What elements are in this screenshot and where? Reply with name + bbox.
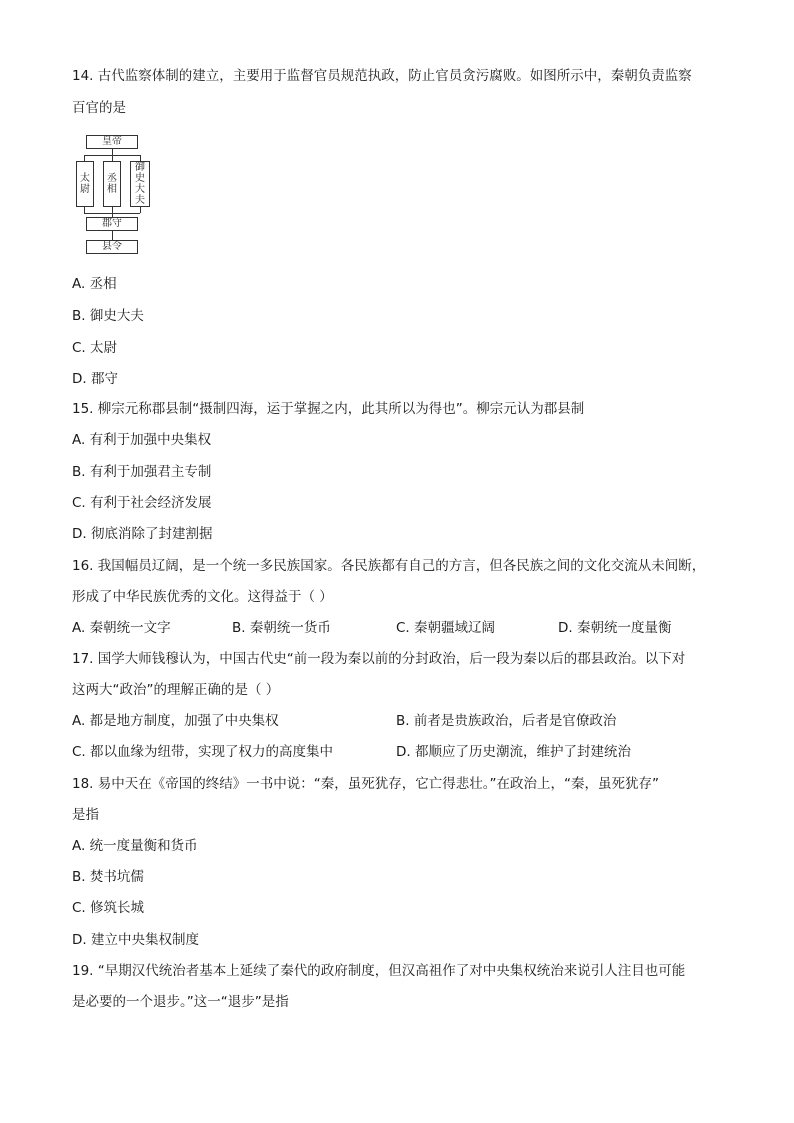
q16-stem-line2: 形成了中华民族优秀的文化。这得益于（ ） xyxy=(72,589,333,605)
q14-option-d: D. 郡守 xyxy=(72,371,118,387)
q16-option-a: A. 秦朝统一文字 xyxy=(72,620,171,636)
diagram-connector xyxy=(112,231,113,240)
q17-option-c: C. 都以血缘为纽带，实现了权力的高度集中 xyxy=(72,744,334,760)
q18-option-b: B. 焚书坑儒 xyxy=(72,869,144,885)
diagram-chengxiang-label: 丞相 xyxy=(107,173,117,195)
q17-option-d: D. 都顺应了历史潮流，维护了封建统治 xyxy=(396,744,631,760)
q15-option-b: B. 有利于加强君主专制 xyxy=(72,464,212,480)
q15-option-a: A. 有利于加强中央集权 xyxy=(72,432,212,448)
q17-option-a: A. 都是地方制度，加强了中央集权 xyxy=(72,713,279,729)
diagram-yushidafu-label: 御史大夫 xyxy=(135,162,145,206)
q17-stem-line2: 这两大“政治”的理解正确的是（ ） xyxy=(72,682,280,698)
diagram-commandery-box: 郡守 xyxy=(86,217,138,231)
diagram-taiwei-box xyxy=(76,161,94,207)
diagram-connector xyxy=(140,207,141,213)
q14-stem-line2: 百官的是 xyxy=(72,100,126,116)
diagram-taiwei-label: 太尉 xyxy=(80,173,90,195)
diagram-emperor-box: 皇帝 xyxy=(86,135,138,149)
q16-option-c: C. 秦朝疆域辽阔 xyxy=(396,620,496,636)
diagram-county-box: 县令 xyxy=(86,240,138,254)
q18-stem-line1: 18. 易中天在《帝国的终结》一书中说：“秦，虽死犹存，它亡得悲壮。”在政治上，“秦，虽死犹存” xyxy=(72,776,659,792)
diagram-chengxiang-box xyxy=(103,161,121,207)
q15-option-d: D. 彻底消除了封建割据 xyxy=(72,526,213,542)
diagram-yushidafu-box xyxy=(130,161,150,207)
q18-option-a: A. 统一度量衡和货币 xyxy=(72,838,198,854)
q16-option-b: B. 秦朝统一货币 xyxy=(232,620,331,636)
q17-option-b: B. 前者是贵族政治，后者是官僚政治 xyxy=(396,713,617,729)
q14-option-b: B. 御史大夫 xyxy=(72,308,144,324)
q18-option-c: C. 修筑长城 xyxy=(72,900,145,916)
qin-government-diagram xyxy=(72,133,162,258)
q14-option-a: A. 丞相 xyxy=(72,276,117,292)
q18-stem-line2: 是指 xyxy=(72,807,99,823)
q16-stem-line1: 16. 我国幅员辽阔，是一个统一多民族国家。各民族都有自己的方言，但各民族之间的文化交流从未间断， xyxy=(72,558,706,574)
q15-stem: 15. 柳宗元称郡县制“摄制四海，运于掌握之内，此其所以为得也”。柳宗元认为郡县制 xyxy=(72,401,585,417)
q18-option-d: D. 建立中央集权制度 xyxy=(72,932,199,948)
q16-option-d: D. 秦朝统一度量衡 xyxy=(558,620,672,636)
q14-stem-line1: 14. 古代监察体制的建立，主要用于监督官员规范执政，防止官员贪污腐败。如图所示中，秦朝负责监察 xyxy=(72,68,692,84)
q15-option-c: C. 有利于社会经济发展 xyxy=(72,495,212,511)
q14-option-c: C. 太尉 xyxy=(72,340,118,356)
q19-stem-line2: 是必要的一个退步。”这一“退步”是指 xyxy=(72,994,289,1010)
q19-stem-line1: 19. “早期汉代统治者基本上延续了秦代的政府制度，但汉高祖作了对中央集权统治来说引人注目也可能 xyxy=(72,963,686,979)
q17-stem-line1: 17. 国学大师钱穆认为，中国古代史“前一段为秦以前的分封政治，后一段为秦以后的郡县政治。以下对 xyxy=(72,651,686,667)
